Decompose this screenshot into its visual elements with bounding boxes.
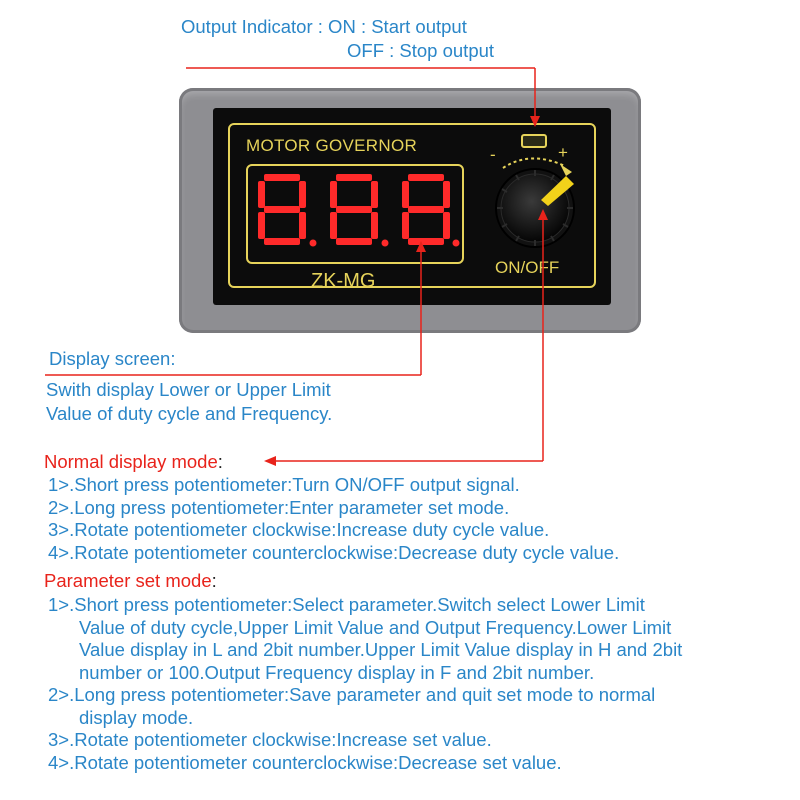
rotation-arc — [503, 158, 565, 168]
normal-mode-colon: : — [217, 451, 223, 472]
list-item: 4>.Rotate potentiometer counterclockwise:Decrease duty cycle value. — [48, 541, 620, 563]
list-item: 2>.Long press potentiometer:Enter parameter set mode. — [48, 496, 510, 518]
list-item: 3>.Rotate potentiometer clockwise:Increase duty cycle value. — [48, 519, 550, 540]
indicator-note-line1: Output Indicator : ON : Start output — [181, 16, 467, 37]
knob-pointer-line — [264, 209, 548, 466]
device-title: MOTOR GOVERNOR — [246, 136, 418, 155]
list-item: 1>.Short press potentiometer:Turn ON/OFF output signal. — [48, 474, 520, 495]
knob-label: ON/OFF — [495, 258, 560, 277]
indicator-pointer-line — [186, 68, 540, 127]
list-item-continuation: Value display in L and 2bit number.Upper Limit Value display in H and 2bit — [79, 639, 683, 660]
normal-mode-heading — [44, 451, 223, 473]
normal-mode-list — [48, 474, 619, 564]
normal-mode-title: Normal display mode — [44, 451, 218, 472]
list-item-continuation: display mode. — [79, 706, 194, 728]
list-item: 3>.Rotate potentiometer clockwise:Increase set value. — [48, 729, 492, 750]
rotation-arrow-icon — [560, 164, 572, 176]
list-item: 2>.Long press potentiometer:Save parameter and quit set mode to normal — [48, 684, 656, 705]
plus-label: + — [558, 143, 568, 162]
led-digit-1 — [258, 174, 317, 247]
parameter-mode-heading — [44, 570, 217, 592]
list-item: 4>.Rotate potentiometer counterclockwise:Decrease set value. — [48, 751, 562, 773]
potentiometer-knob[interactable] — [496, 169, 574, 247]
parameter-mode-title: Parameter set mode — [44, 570, 212, 591]
list-item-continuation: Value of duty cycle,Upper Limit Value and Output Frequency.Lower Limit — [79, 616, 672, 638]
indicator-note-line2: OFF : Stop output — [347, 40, 495, 61]
led-digit-2 — [330, 174, 389, 247]
display-note-heading: Display screen: — [49, 348, 176, 369]
display-note-line2: Value of duty cycle and Frequency. — [46, 403, 333, 424]
output-indicator-led — [522, 135, 546, 147]
parameter-mode-list — [48, 594, 682, 774]
parameter-mode-colon: : — [211, 570, 217, 591]
list-item-continuation: number or 100.Output Frequency display in F and 2bit number. — [79, 661, 595, 683]
display-note-line1: Swith display Lower or Upper Limit — [46, 379, 331, 400]
device-model: ZK-MG — [311, 270, 376, 292]
list-item: 1>.Short press potentiometer:Select parameter.Switch select Lower Limit — [48, 594, 645, 615]
led-digit-3 — [402, 174, 460, 247]
minus-label: - — [490, 145, 496, 164]
